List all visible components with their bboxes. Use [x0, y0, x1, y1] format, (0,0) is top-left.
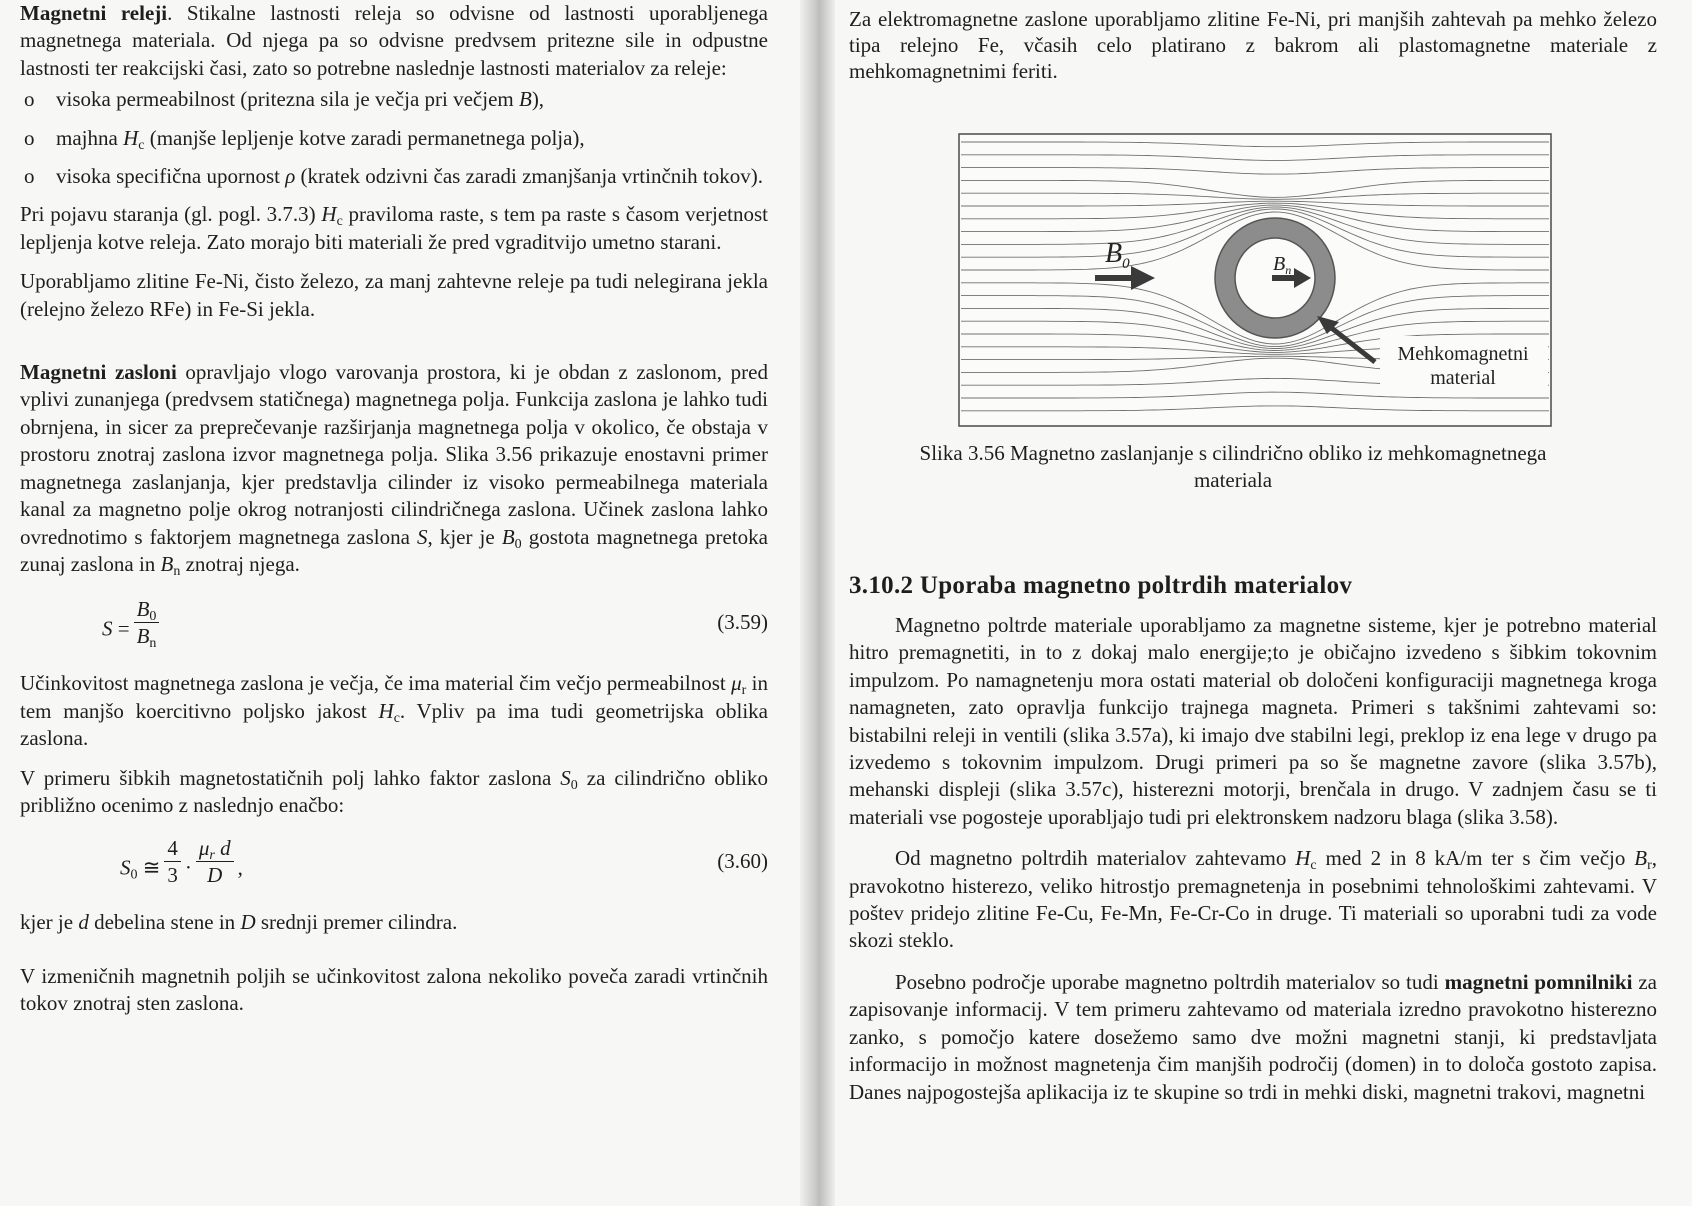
figure-caption	[853, 440, 1613, 494]
math-var: d	[220, 836, 231, 861]
list-item	[20, 86, 768, 113]
math-var: H	[1295, 846, 1311, 871]
paragraph-text: , pravokotno histerezo, veliko hitrostjo premagnetenja in posebnimi tehnološkimi zahtevami. V poštev pridejo zlitine Fe-Cu, Fe-Mn, Fe-Cr-Co in druge. Ti materiali so uporabni tudi za vode skozi steklo.	[849, 846, 1657, 953]
list-item-text: visoka specifična upornost	[56, 164, 286, 189]
bullet-mark: o	[24, 164, 35, 189]
paragraph-izmenicna-polja: V izmeničnih magnetnih poljih se učinkovitost zalona nekoliko poveča zaradi vrtinčnih tokov znotraj sten zaslona.	[20, 963, 768, 1016]
section-heading: 3.10.2 Uporaba magnetno poltrdih materialov	[849, 572, 1353, 599]
math-sub: 0	[514, 536, 522, 552]
equation-3-59	[20, 596, 768, 658]
fraction	[134, 596, 160, 652]
equation-number: (3.60)	[717, 849, 768, 874]
bullet-mark: o	[24, 125, 35, 150]
math-var: B	[160, 551, 174, 576]
material-label-line1: Mehkomagnetni	[1397, 343, 1529, 365]
term-magnetni-pomnilniki: magnetni pomnilniki	[1444, 969, 1633, 994]
list-item-text: visoka permeabilnost (pritezna sila je večja pri večjem	[56, 87, 519, 112]
paragraph-text: znotraj njega.	[180, 551, 300, 576]
list-item-text: majhna	[56, 125, 124, 150]
paragraph-zahteve	[849, 845, 1657, 955]
paragraph-elektromagnetni-zasloni: Za elektromagnetne zaslone uporabljamo zlitine Fe-Ni, pri manjših zahtevah pa mehko železo tipa relejno Fe, včasih celo platirano z bakrom ali plastomagnetne materiale z mehkomagnetnimi feriti.	[849, 7, 1657, 83]
math-var: S	[416, 524, 428, 549]
math-var: D	[207, 863, 223, 888]
math-sub: c	[393, 710, 400, 726]
list-item	[20, 125, 768, 152]
paragraph-ucinkovitost	[20, 670, 768, 752]
equation-number: (3.59)	[717, 610, 768, 635]
fraction	[164, 835, 181, 888]
math-op: ,	[237, 855, 243, 880]
math-op: ·	[184, 855, 192, 880]
math-var: μ	[731, 671, 742, 696]
list-item	[20, 163, 768, 190]
math-sub: n	[173, 563, 181, 579]
math-sub: 0	[130, 867, 138, 883]
paragraph-text: . Vpliv pa ima tudi geometrijska oblika zaslona.	[20, 698, 769, 751]
math-var: D	[240, 910, 256, 935]
paragraph-sibka-polja	[20, 765, 768, 820]
paragraph-text: za cilindrično obliko približno ocenimo z naslednjo enačbo:	[20, 765, 768, 817]
book-gutter	[800, 0, 835, 1206]
math-sub: n	[149, 636, 157, 652]
material-label-line2: material	[1430, 367, 1496, 389]
paragraph-poltrdi-materiali: Magnetno poltrde materiale uporabljamo za magnetne sisteme, kjer je potrebno material hitro premagnetiti, in to z dokaj malo energije;to je običajno izvedeno s šibkim tokovnim impulzom. Po namagnetenju mora ostati material ob določeni konfiguraciji magnetnega kroga namagneten, zato opravlja funkcijo trajnega magneta. Primeri s takšnimi zahtevami so: bistabilni releji in ventili (slika 3.57a), ki imajo dve stabilni legi, preklop iz ena lege v drugo pa izvedemo s tokovnim impulzom. Drugi primeri pa so še magnetne zavore (slika 3.57b), mehanski displeji (slika 3.57c), histerezni motorji, brenčala in drugo. V zadnjem času se ti materiali vse pogosteje uporabljajo tudi pri elektronskem nadzoru blaga (slika 3.58).	[849, 613, 1657, 829]
math-var: B	[136, 597, 150, 622]
math-sub: c	[1310, 858, 1317, 874]
bn-label: $B_n$	[1273, 253, 1292, 277]
equation-body	[102, 597, 163, 652]
caption-line2: materiala	[1193, 468, 1273, 492]
paragraph-text: . Stikalne lastnosti releja so odvisne od lastnosti uporabljenega magnetnega materiala. Od njega pa so odvisne predvsem pritezne sile in odpustne lastnosti ter reakcijski časi, zato so potrebne naslednje lastnosti materialov za releje:	[20, 1, 768, 80]
math-sub: r	[1647, 858, 1652, 874]
math-sub: 0	[149, 609, 157, 625]
figure-3-56	[955, 130, 1555, 430]
math-var: ρ	[285, 164, 296, 189]
math-sub: r	[741, 683, 747, 699]
math-var: H	[123, 125, 139, 150]
math-var: μ	[198, 836, 210, 861]
paragraph-pomnilniki	[849, 969, 1657, 1106]
paragraph-text: kjer je	[20, 910, 79, 935]
paragraph-text: opravljajo vlogo varovanja prostora, ki je obdan z zaslonom, pred vplivi zunanjega (predvsem statičnega) magnetnega polja. Funkcija zaslona je lahko tudi obrnjena, in sicer za preprečevanje razširjanja magnetnega polja v okolico, če obstaja v prostoru znotraj zaslona izvor magnetnega polja. Slika 3.56 prikazuje enostavni primer magnetnega zaslanjanja, kjer predstavlja cilinder iz visoko permeabilnega materiala kanal za magnetno polje okrog notranjosti cilindričnega zaslona. Učinek zaslona lahko ovrednotimo s faktorjem magnetnega zaslona	[20, 360, 768, 549]
math-sub: 0	[570, 777, 578, 793]
math-var: B	[1634, 846, 1648, 871]
paragraph-text: za zapisovanje informacij. V tem primeru zahtevamo od materiala izredno pravokotno histerezno zanko, s pomočjo katere dosežemo samo dve možni magnetni stanji, ki predstavljata informacijo in možnost magnetenja čim manjših področij (domen) in to določa gostoto zapisa. Danes najpogostejša aplikacija iz te skupine so trdi in mehki diski, magnetni trakovi, magnetni	[849, 969, 1657, 1104]
paragraph-staranje	[20, 201, 768, 256]
list-item-text: (manjše lepljenje kotve zaradi permanetnega polja),	[144, 125, 585, 150]
list-item-text: ),	[531, 87, 545, 112]
paragraph-text: Od magnetno poltrdih materialov zahtevamo	[895, 846, 1296, 871]
math-sub: c	[138, 137, 145, 153]
math-op: =	[117, 616, 130, 641]
fraction	[196, 835, 234, 888]
paragraph-text: Posebno področje uporabe magnetno poltrdih materialov so tudi	[895, 969, 1445, 994]
paragraph-debelina	[20, 909, 768, 936]
paragraph-text: Učinkovitost magnetnega zaslona je večja, če ima material čim večjo permeabilnost	[20, 671, 732, 696]
math-var: S	[102, 616, 113, 641]
paragraph-text: Pri pojavu staranja (gl. pogl. 3.7.3)	[20, 202, 322, 227]
list-item-text: (kratek odzivni čas zaradi zmanjšanja vrtinčnih tokov).	[295, 164, 763, 189]
paragraph-text: praviloma raste, s tem pa raste s časom verjetnost lepljenja kotve releja. Zato morajo biti materiali že pred vgraditvijo umetno starani.	[20, 202, 768, 254]
math-var: B	[501, 524, 515, 549]
b0-label: $B_0$	[1105, 238, 1130, 272]
equation-body	[120, 836, 243, 888]
caption-line1: Slika 3.56 Magnetno zaslanjanje s cilindrično obliko iz mehkomagnetnega	[919, 441, 1547, 465]
paragraph-zlitine: Uporabljamo zlitine Fe-Ni, čisto železo, za manj zahtevne releje pa tudi nelegirana jekla (relejno železo RFe) in Fe-Si jekla.	[20, 269, 768, 321]
math-var: H	[321, 202, 337, 227]
equation-3-60	[20, 827, 768, 901]
paragraph-text: debelina stene in	[88, 910, 241, 935]
term-magnetni-releji: Magnetni releji	[20, 1, 168, 25]
right-page	[835, 0, 1692, 1206]
math-var: d	[78, 910, 89, 935]
paragraph-magnetni-zasloni	[20, 359, 768, 578]
paragraph-magnetni-releji	[20, 0, 768, 82]
paragraph-text: gostota magnetnega pretoka zunaj zaslona in	[20, 524, 768, 576]
right-body	[849, 612, 1657, 1106]
paragraph-text: med 2 in 8 kA/m ter s čim večjo	[1316, 846, 1635, 871]
paragraph-text: in tem manjšo koercitivno poljsko jakost	[20, 671, 768, 723]
math-var: B	[518, 87, 532, 112]
math-num: 3	[167, 863, 178, 888]
math-var: H	[378, 698, 394, 723]
paragraph-text: V primeru šibkih magnetostatičnih polj lahko faktor zaslona	[20, 765, 561, 790]
math-sub: r	[209, 848, 215, 864]
bullet-list	[20, 86, 768, 190]
math-sub: c	[336, 214, 343, 230]
shielding-diagram	[955, 130, 1555, 430]
math-op: ≅	[142, 855, 161, 880]
term-magnetni-zasloni: Magnetni zasloni	[20, 360, 177, 385]
math-var: S	[120, 855, 131, 880]
math-var: B	[136, 624, 150, 649]
math-var: S	[560, 765, 571, 790]
paragraph-text: srednji premer cilindra.	[255, 910, 458, 935]
left-page	[0, 0, 800, 1206]
bullet-mark: o	[24, 87, 35, 112]
paragraph-text: , kjer je	[427, 524, 502, 549]
math-num: 4	[164, 835, 181, 862]
